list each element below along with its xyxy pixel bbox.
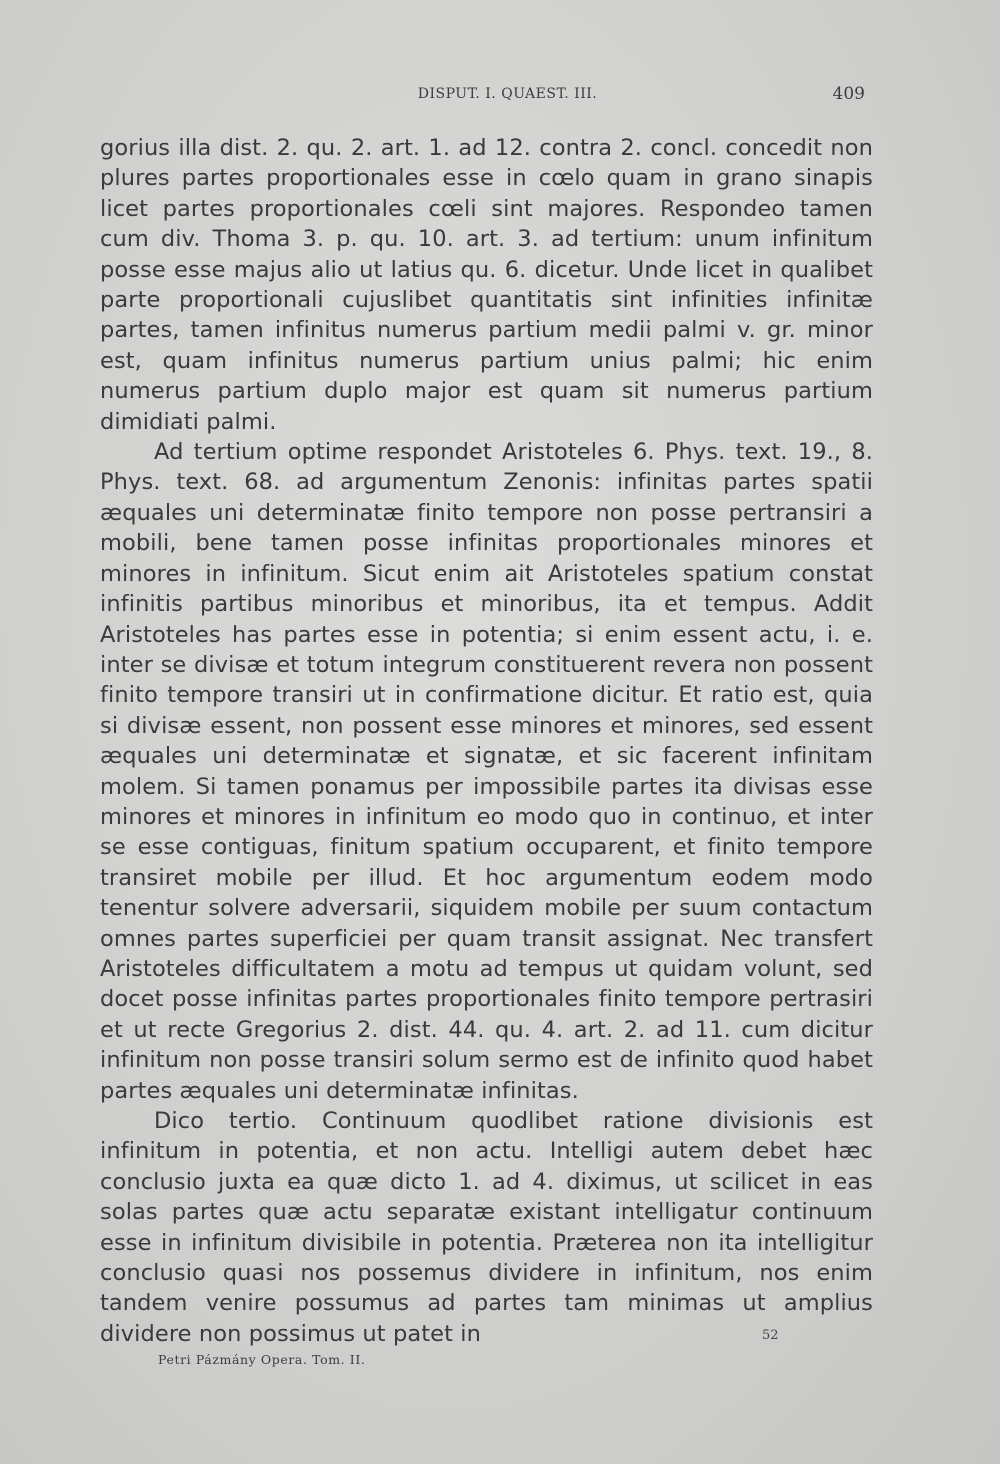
footer-imprint: Petri Pázmány Opera. Tom. II. <box>158 1352 366 1367</box>
body-text <box>100 133 873 1349</box>
running-title: DISPUT. I. QUAEST. III. <box>417 86 598 102</box>
page-number: 409 <box>832 84 865 104</box>
paragraph-continuation: gorius illa dist. 2. qu. 2. art. 1. ad 12. contra 2. concl. concedit non plures partes proportionales esse in cœlo quam in grano sinapis licet partes proportionales cœli sint majores. Respondeo tamen cum div. Thoma 3. p. qu. 10. art. 3. ad tertium: unum infinitum posse esse majus alio ut latius qu. 6. dicetur. Unde licet in qualibet parte proportionali cujuslibet quantitatis sint infinities infinitæ partes, tamen infinitus numerus partium medii palmi v. gr. minor est, quam infinitus numerus partium unius palmi; hic enim numerus partium duplo major est quam sit numerus partium dimidiati palmi. <box>100 135 873 435</box>
signature-mark: 52 <box>762 1328 779 1343</box>
paragraph-dico-tertio: Dico tertio. Continuum quodlibet ratione divisionis est infinitum in potentia, et non actu. Intelligi autem debet hæc conclusio juxta ea quæ dicto 1. ad 4. diximus, ut scilicet in eas solas partes quæ actu separatæ existant intelligatur continuum esse in infinitum divisibile in potentia. Præterea non ita intelligitur conclusio quasi nos possemus dividere in infinitum, nos enim tandem venire possumus ad partes tam minimas ut amplius dividere non possimus ut patet in <box>100 1108 873 1347</box>
running-head <box>100 86 875 110</box>
paragraph-ad-tertium: Ad tertium optime respondet Aristoteles 6. Phys. text. 19., 8. Phys. text. 68. ad argumentum Zenonis: infinitas partes spatii æquales uni determinatæ finito tempore non posse pertransiri a mobili, bene tamen posse infinitas proportionales minores et minores in infinitum. Sicut enim ait Aristoteles spatium constat infinitis partibus minoribus et minoribus, ita et tempus. Addit Aristoteles has partes esse in potentia; si enim essent actu, i. e. inter se divisæ et totum integrum constituerent revera non possent finito tempore transiri ut in confirmatione dicitur. Et ratio est, quia si divisæ essent, non possent esse minores et minores, sed essent æquales uni determinatæ et signatæ, et sic facerent infinitam molem. Si tamen ponamus per impossibile partes ita divisas esse minores et minores in infinitum eo modo quo in continuo, et inter se esse contiguas, finitum spatium occuparent, et finito tempore transiret mobile per illud. Et hoc argumentum eodem modo tenentur solvere adversarii, siquidem mobile per suum contactum omnes partes superficiei per quam transit assignat. Nec transfert Aristoteles difficultatem a motu ad tempus ut quidam volunt, sed docet posse infinitas partes proportionales finito tempore pertrasiri et ut recte Gregorius 2. dist. 44. qu. 4. art. 2. ad 11. cum dicitur infinitum non posse transiri solum sermo est de infinito quod habet partes æquales uni determinatæ infinitas. <box>100 439 873 1104</box>
